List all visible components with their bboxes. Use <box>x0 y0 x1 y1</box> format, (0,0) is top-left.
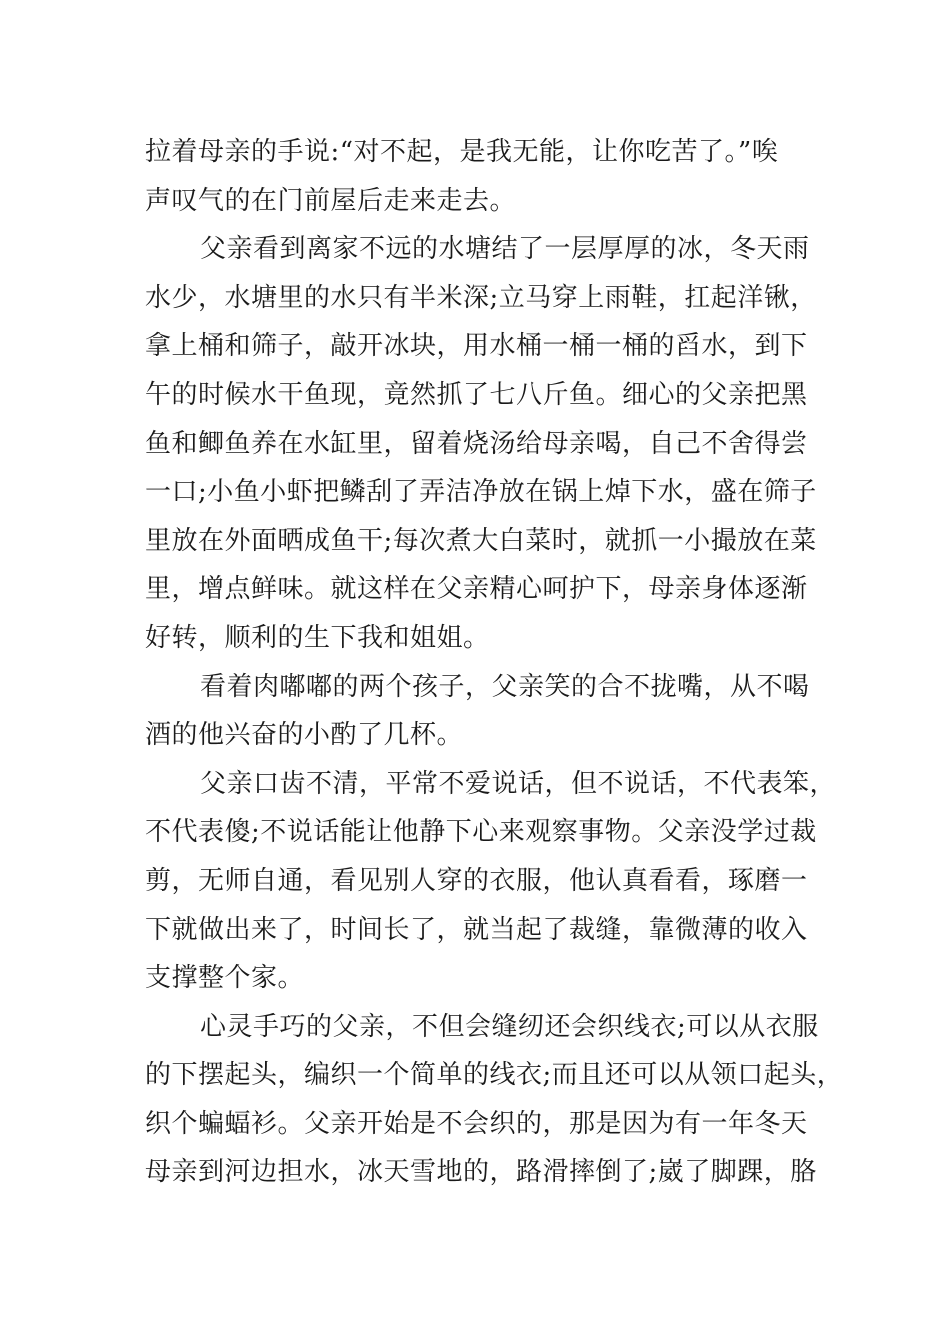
text-line: 一口;小鱼小虾把鳞刮了弄洁净放在锅上焯下水，盛在筛子 <box>145 477 817 508</box>
text-line: 下就做出来了，时间长了，就当起了裁缝，靠微薄的收入 <box>145 914 808 945</box>
text-line: 好转，顺利的生下我和姐姐。 <box>145 622 490 653</box>
text-line: 的下摆起头，编织一个简单的线衣;而且还可以从领口起头， <box>145 1060 844 1091</box>
text-line-paragraph-start: 看着肉嘟嘟的两个孩子，父亲笑的合不拢嘴，从不喝 <box>200 671 810 702</box>
text-line-paragraph-start: 父亲口齿不清，平常不爱说话，但不说话，不代表笨， <box>200 768 837 799</box>
text-line: 里放在外面晒成鱼干;每次煮大白菜时，就抓一小撮放在菜 <box>145 525 817 556</box>
text-line: 拿上桶和筛子，敲开冰块，用水桶一桶一桶的舀水，到下 <box>145 331 808 362</box>
text-line: 声叹气的在门前屋后走来走去。 <box>145 185 517 216</box>
text-line: 里，增点鲜味。就这样在父亲精心呵护下，母亲身体逐渐 <box>145 574 808 605</box>
text-line: 拉着母亲的手说:“对不起，是我无能，让你吃苦了。”唉 <box>145 137 779 167</box>
text-line-paragraph-start: 父亲看到离家不远的水塘结了一层厚厚的冰，冬天雨 <box>200 234 810 265</box>
text-line: 剪，无师自通，看见别人穿的衣服，他认真看看，琢磨一 <box>145 865 808 896</box>
text-line: 支撑整个家。 <box>145 963 305 994</box>
text-line: 酒的他兴奋的小酌了几杯。 <box>145 720 464 751</box>
text-line: 母亲到河边担水，冰天雪地的，路滑摔倒了;崴了脚踝，胳 <box>145 1157 817 1188</box>
text-line: 鱼和鲫鱼养在水缸里，留着烧汤给母亲喝，自己不舍得尝 <box>145 428 808 459</box>
text-line: 午的时候水干鱼现，竟然抓了七八斤鱼。细心的父亲把黑 <box>145 379 808 410</box>
text-line: 织个蝙蝠衫。父亲开始是不会织的，那是因为有一年冬天 <box>145 1108 808 1139</box>
text-line: 不代表傻;不说话能让他静下心来观察事物。父亲没学过裁 <box>145 817 817 848</box>
text-line: 水少，水塘里的水只有半米深;立马穿上雨鞋，扛起洋锹， <box>145 282 817 313</box>
body-text <box>145 128 844 1197</box>
text-line-paragraph-start: 心灵手巧的父亲，不但会缝纫还会织线衣;可以从衣服 <box>200 1011 819 1042</box>
